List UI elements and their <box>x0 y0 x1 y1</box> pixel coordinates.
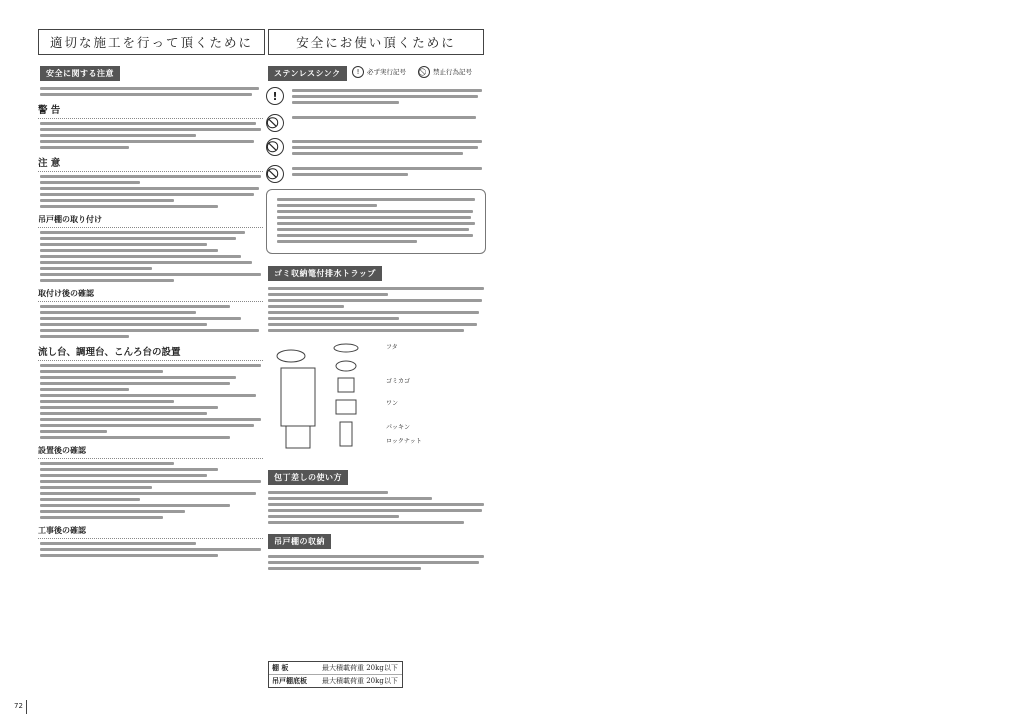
symbol-legend <box>352 66 472 78</box>
left-column <box>38 60 263 561</box>
right-page <box>272 0 1024 719</box>
warning-heading: 警 告 <box>38 102 263 119</box>
prohibited-legend: 禁止行為記号 <box>418 66 472 78</box>
part-label: ワン <box>386 400 399 407</box>
placeholder-lines <box>292 167 486 176</box>
notice-item <box>266 138 486 159</box>
placeholder-lines <box>40 462 263 519</box>
prohibited-icon <box>266 138 284 156</box>
placeholder-lines <box>40 175 263 208</box>
part-label: パッキン <box>386 424 410 431</box>
notice-item <box>266 87 486 108</box>
spec-row: 吊戸棚底板 最大積載荷重 20kg以下 <box>272 677 398 685</box>
trap-parts-diagram <box>266 338 486 458</box>
notice-item <box>266 114 486 132</box>
placeholder-lines <box>268 491 486 524</box>
knife-tab: 包丁差しの使い方 <box>268 470 348 485</box>
exclamation-icon: ! <box>352 66 364 78</box>
placeholder-lines <box>40 87 263 96</box>
section-heading: 吊戸棚の取り付け <box>38 214 263 228</box>
prohibited-icon <box>266 165 284 183</box>
placeholder-lines <box>40 122 263 149</box>
placeholder-lines <box>40 542 263 557</box>
placeholder-lines <box>268 287 486 332</box>
section-heading: 取付け後の確認 <box>38 288 263 302</box>
load-spec-table <box>268 661 403 688</box>
placeholder-lines <box>277 198 477 243</box>
right-column <box>266 60 486 574</box>
must-do-legend: ! 必ず実行記号 <box>352 66 406 78</box>
placeholder-lines <box>292 89 486 104</box>
prohibited-icon <box>266 114 284 132</box>
safety-tab: 安全に関する注意 <box>40 66 120 81</box>
left-page-title: 適切な施工を行って頂くために <box>38 29 265 55</box>
trap-tab: ゴミ収納篭付排水トラップ <box>268 266 382 281</box>
sink-tab: ステンレスシンク <box>268 66 347 81</box>
notice-item <box>266 165 486 183</box>
part-label: ロックナット <box>386 438 422 445</box>
spec-row: 棚 板 最大積載荷重 20kg以下 <box>269 662 402 675</box>
page-rule <box>26 700 27 714</box>
placeholder-lines <box>40 231 263 282</box>
placeholder-lines <box>292 116 486 119</box>
placeholder-lines <box>40 364 263 439</box>
page-number: 72 <box>14 702 23 710</box>
right-page-title: 安全にお使い頂くために <box>268 29 484 55</box>
caution-heading: 注 意 <box>38 155 263 172</box>
placeholder-lines <box>40 305 263 338</box>
prohibited-icon <box>418 66 430 78</box>
placeholder-lines <box>268 555 486 570</box>
placeholder-lines <box>292 140 486 155</box>
part-label: ゴミカゴ <box>386 378 411 385</box>
note-box <box>266 189 486 254</box>
part-label: フタ <box>386 344 398 351</box>
trap-illustration <box>266 338 376 458</box>
section-heading: 設置後の確認 <box>38 445 263 459</box>
exclamation-icon: ! <box>266 87 284 105</box>
section-heading: 流し台、調理台、こんろ台の設置 <box>38 344 263 361</box>
section-heading: 工事後の確認 <box>38 525 263 539</box>
cabinet-tab: 吊戸棚の収納 <box>268 534 331 549</box>
